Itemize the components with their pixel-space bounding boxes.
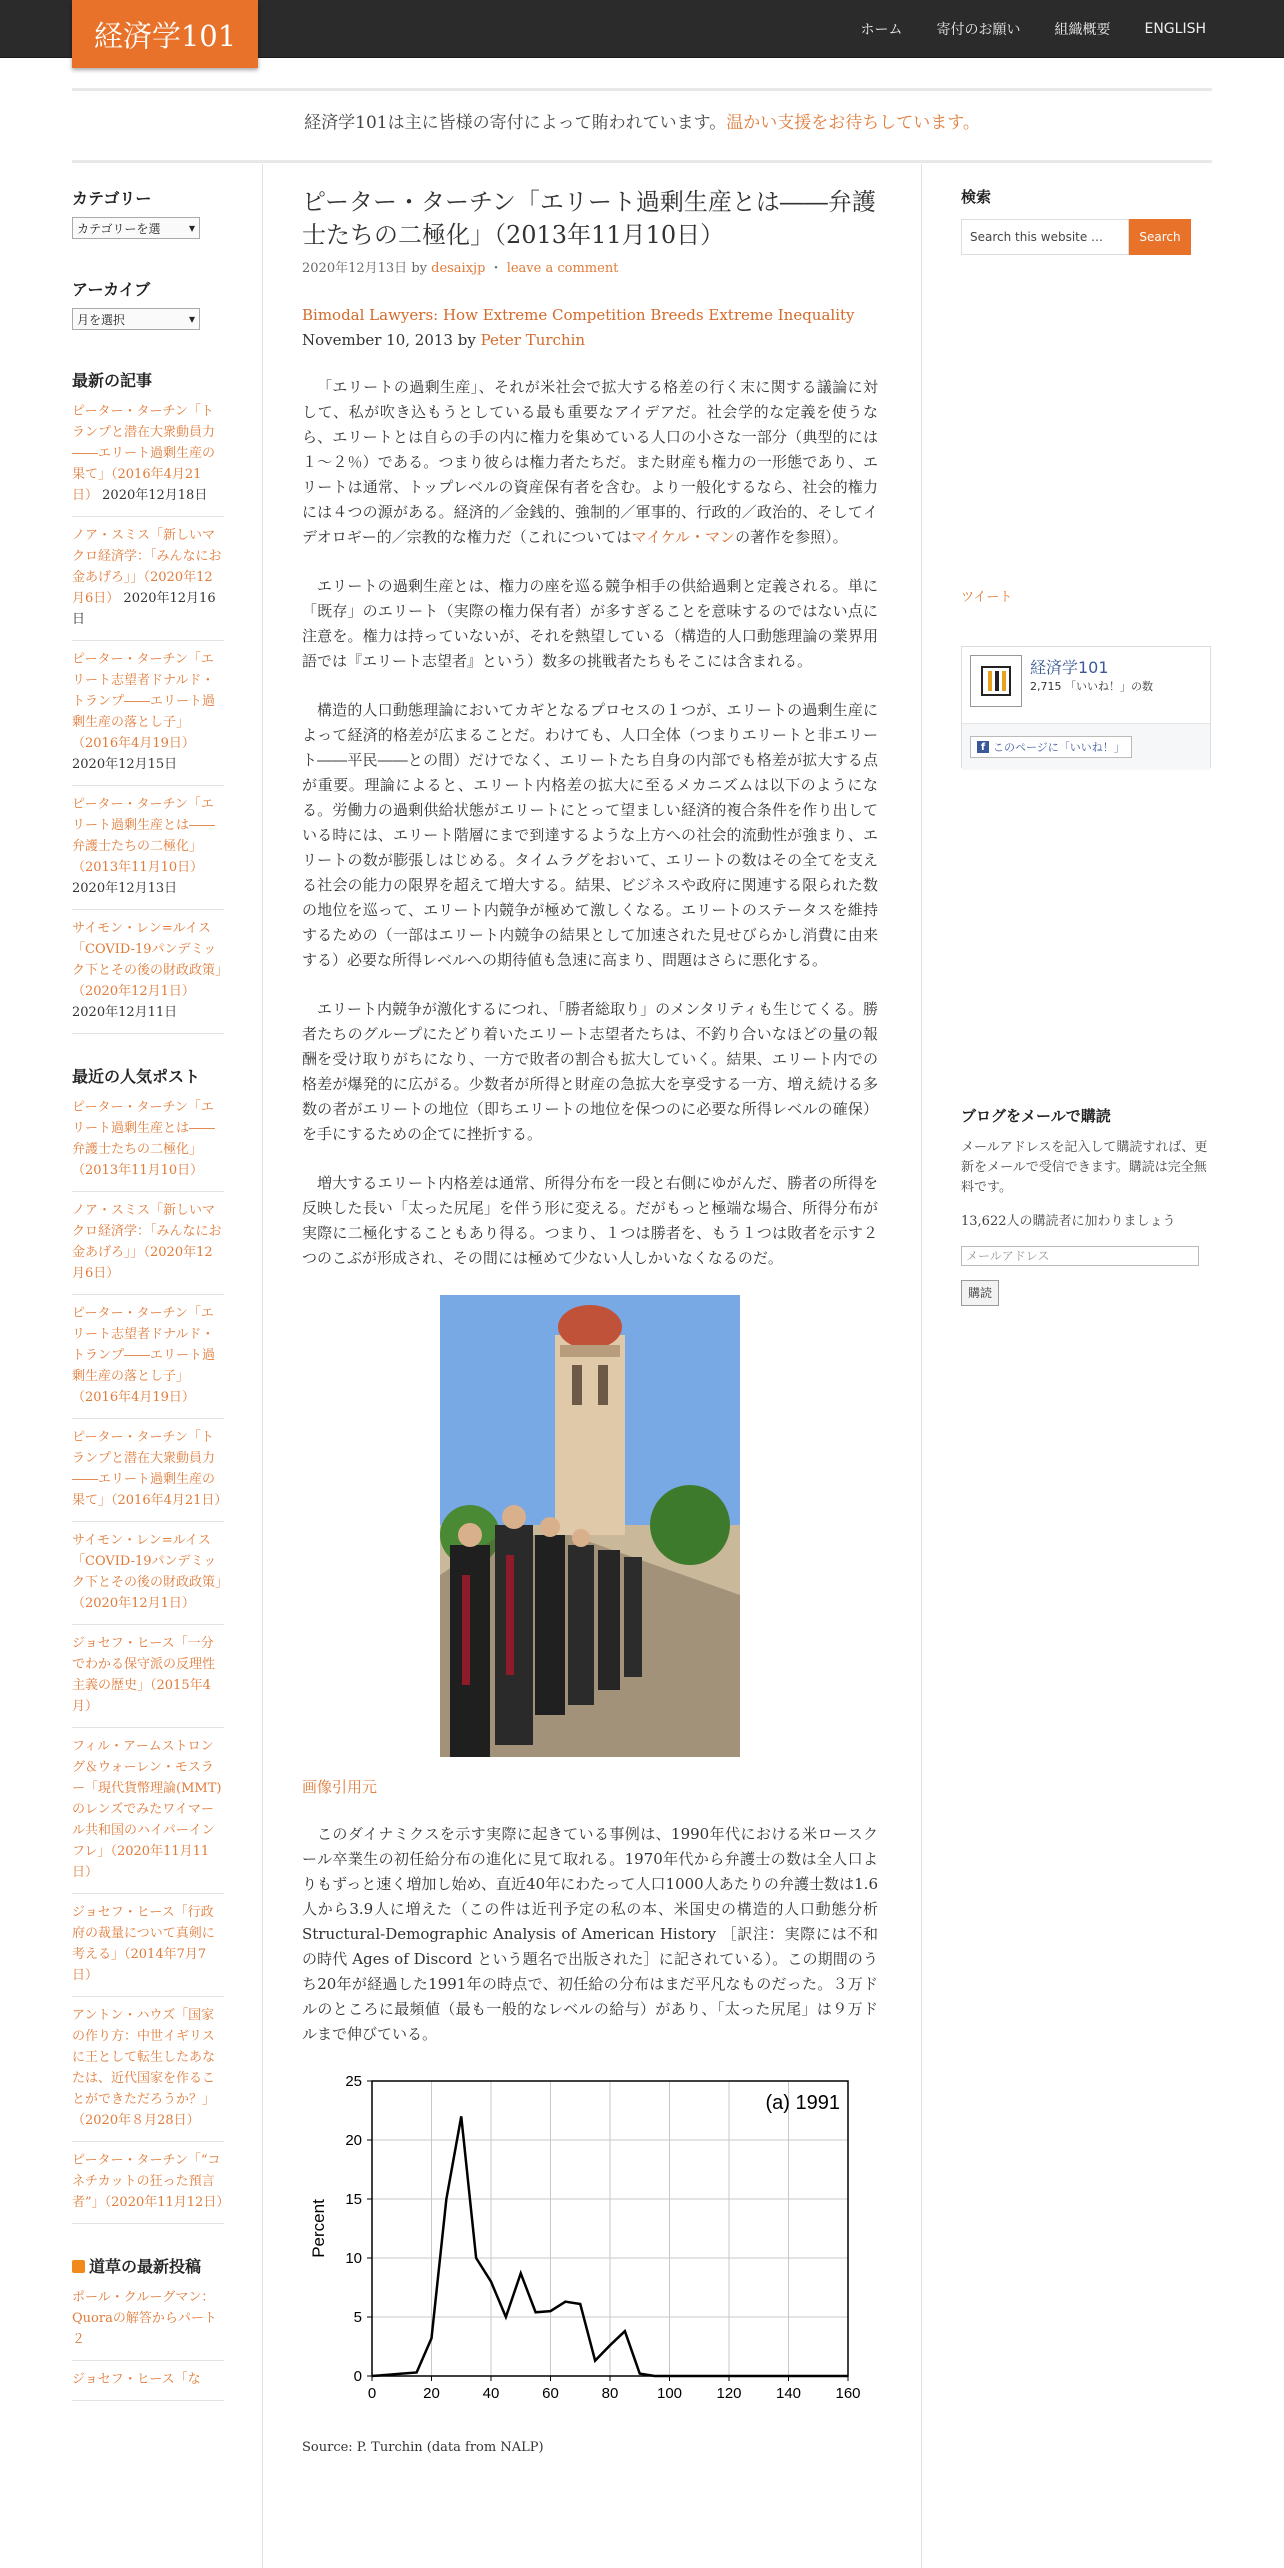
x-tick-label: 140 — [775, 2385, 802, 2402]
list-item — [72, 1419, 228, 1522]
nav-home[interactable]: ホーム — [860, 21, 903, 38]
subscriber-count: 13,622人の購読者に加わりましょう — [961, 1214, 1176, 1229]
list-item — [72, 1522, 224, 1625]
post-meta — [302, 256, 878, 281]
list-item — [72, 786, 224, 910]
salary-chart — [302, 2071, 878, 2431]
fb-info — [1030, 655, 1153, 707]
category-select[interactable] — [72, 217, 200, 239]
tower-illustration — [440, 1295, 740, 1757]
recent-post-link[interactable]: サイモン・レン=ルイス「COVID-19パンデミック下とその後の財政政策」（2020年12月1日） — [72, 921, 222, 999]
list-item — [72, 1295, 224, 1419]
list-item — [72, 517, 224, 641]
x-tick-label: 60 — [542, 2385, 559, 2402]
x-tick-label: 160 — [835, 2385, 861, 2402]
feed-heading-text: 道草の最新投稿 — [89, 2257, 202, 2276]
archive-select-value: 月を選択 — [77, 312, 126, 327]
popular-post-link[interactable]: ピーター・ターチン「“コネチカットの狂った預言者”」（2020年11月12日） — [72, 2153, 230, 2210]
email-input[interactable]: メールアドレス — [961, 1246, 1199, 1266]
y-tick-label: 20 — [345, 2132, 362, 2149]
y-axis-label: Percent — [309, 2199, 328, 2258]
category-heading: カテゴリー — [72, 189, 152, 208]
post-date: 2020年12月11日 — [72, 1005, 178, 1020]
rss-icon[interactable] — [72, 2260, 85, 2273]
post-date: 2020年12月15日 — [72, 757, 178, 772]
post-title: ピーター・ターチン「エリート過剰生産とは――弁護士たちの二極化」（2013年11月10日） — [302, 188, 876, 249]
author-link[interactable]: desaixjp — [431, 261, 486, 276]
chevron-down-icon: ▾ — [188, 221, 195, 235]
x-tick-label: 0 — [367, 2385, 377, 2402]
recent-heading: 最新の記事 — [72, 371, 153, 390]
popular-post-link[interactable]: アントン・ハウズ「国家の作り方：中世イギリスに王として転生したあなたは、近代国家を作ることができただろうか？」（2020年８月28日） — [72, 2008, 216, 2128]
y-tick-label: 0 — [353, 2368, 362, 2385]
list-item — [72, 2142, 230, 2224]
facebook-icon: f — [977, 741, 989, 753]
y-tick-label: 5 — [353, 2309, 362, 2326]
popular-post-link[interactable]: ピーター・ターチン「エリート過剰生産とは――弁護士たちの二極化」（2013年11月10日） — [72, 1100, 216, 1178]
x-tick-label: 100 — [656, 2385, 683, 2402]
search-heading: 検索 — [961, 188, 992, 206]
y-tick-label: 10 — [345, 2250, 362, 2267]
divider — [72, 160, 1212, 163]
list-item — [72, 1728, 224, 1894]
image-caption-link[interactable]: 画像引用元 — [302, 1778, 378, 1796]
subscribe-button[interactable]: 購読 — [961, 1280, 999, 1306]
source-title-link[interactable] — [302, 303, 878, 328]
list-item — [72, 1997, 224, 2142]
list-item — [72, 910, 224, 1034]
recent-post-link[interactable]: ピーター・ターチン「エリート志望者ドナルド・トランプ――エリート過剰生産の落とし子」（2016年4月19日） — [72, 652, 216, 751]
source-meta — [302, 328, 878, 353]
feed-posts — [72, 2285, 224, 2401]
list-item — [72, 2285, 224, 2361]
popular-post-link[interactable]: ノア・スミス「新しいマクロ経済学：「みんなにお金あげろ」」（2020年12月6日） — [72, 1203, 222, 1281]
nav-donate[interactable]: 寄付のお願い — [936, 21, 1021, 38]
x-tick-label: 40 — [482, 2385, 500, 2402]
fb-like-count: 2,715 「いいね！」の数 — [1030, 680, 1153, 693]
feed-post-link[interactable]: ポール・クルーグマン：Quoraの解答からパート２ — [72, 2290, 217, 2347]
email-description: メールアドレスを記入して購読すれば、更新をメールで受信できます。購読は完全無料です。 — [961, 1140, 1208, 1195]
column-divider — [921, 164, 922, 2568]
michael-mann-link[interactable]: マイケル・マン — [631, 528, 736, 546]
popular-post-link[interactable]: ピーター・ターチン「エリート志望者ドナルド・トランプ――エリート過剰生産の落とし子」（2016年4月19日） — [72, 1306, 216, 1405]
by-label: by — [411, 261, 427, 276]
site-logo[interactable]: 経済学101 — [72, 0, 258, 68]
list-item — [72, 641, 224, 786]
column-divider — [262, 164, 263, 2568]
post-date: 2020年12月18日 — [102, 488, 208, 503]
popular-post-link[interactable]: ジョセフ・ヒース「一分でわかる保守派の反理性主義の歴史」（2015年4月） — [72, 1636, 216, 1714]
popular-posts — [72, 1095, 230, 2224]
donation-link[interactable]: 温かい支援をお待ちしています。 — [726, 113, 980, 133]
paragraph — [302, 375, 878, 550]
list-item — [72, 1192, 224, 1295]
x-tick-label: 20 — [423, 2385, 440, 2402]
meta-separator: ・ — [489, 261, 503, 276]
category-select-value: カテゴリーを選 — [77, 221, 161, 236]
post-date: 2020年12月13日 — [302, 261, 408, 276]
graduation-photo — [440, 1295, 740, 1757]
recent-posts — [72, 399, 224, 1034]
nav-about[interactable]: 組織概要 — [1054, 21, 1111, 38]
donation-banner — [72, 108, 1212, 133]
list-item — [72, 1095, 224, 1192]
paragraph: 構造的人口動態理論においてカギとなるプロセスの１つが、エリートの過剰生産によって経済的格差が広まることだ。わけても、人口全体（つまりエリートと非エリート――平民――との間）だけでなく、エリートたち自身の内部でも格差が拡大する点が重要。理論によると、エリート内格差の拡大に至るメカニズムは以下のようになる。労働力の過剰供給状態がエリートにとって望ましい経済的複合条件を作り出している時には、エリート階層にまで到達するような上方への社会的流動性が強まり、エリートの数が膨張しはじめる。タイムラグをおいて、エリートの数はその全てを支える社会の能力の限界を超えて増大する。結果、ビジネスや政府に関連する限られた数の地位を巡って、エリート内競争が極めて激しくなる。エリートのステータスを維持するための（一部はエリート内競争の結果として加速された見せびらかし消費に由来する）必要な所得レベルへの期待値も急速に高まり、問題はさらに悪化する。 — [302, 701, 878, 969]
article — [302, 186, 878, 2460]
fb-header — [962, 647, 1210, 715]
email-subscribe-widget — [961, 1106, 1212, 1306]
popular-post-link[interactable]: フィル・アームストロング＆ウォーレン・モスラー「現代貨幣理論(MMT)のレンズでみたワイマール共和国のハイパーインフレ」（2020年11月11日） — [72, 1739, 222, 1880]
post-date: 2020年12月16日 — [72, 591, 216, 627]
archive-heading: アーカイブ — [72, 280, 151, 299]
fb-like-bar — [962, 723, 1210, 770]
source-title[interactable]: Bimodal Lawyers: How Extreme Competition Breeds Extreme Inequality — [302, 306, 855, 324]
recent-post-link[interactable]: ピーター・ターチン「エリート過剰生産とは――弁護士たちの二極化」（2013年11月10日） — [72, 797, 216, 875]
feed-post-link[interactable]: ジョセフ・ヒース「な — [72, 2372, 201, 2387]
left-sidebar — [72, 186, 230, 2401]
top-nav — [860, 0, 1206, 57]
search-input[interactable]: Search this website … — [961, 219, 1129, 255]
feed-heading — [72, 2254, 224, 2277]
source-author-link[interactable]: Peter Turchin — [480, 331, 586, 349]
chart-source: Source: P. Turchin (data from NALP) — [302, 2440, 544, 2455]
donation-text: 経済学101は主に皆様の寄付によって賄われています。 — [304, 113, 727, 133]
paragraph: このダイナミクスを示す実際に起きている事例は、1990年代における米ロースクール卒業生の初任給分布の進化に見て取れる。1970年代から弁護士の数は全人口よりもずっと速く増加し始め、直近40年にわたって人口1000人あたりの弁護士数は1.6人から3.9人に増えた（この件は近刊予定の私の本、米国史の構造的人口動態分析 Structural-Demographic Analysis of American History ［訳注：実際には不和の時代 Ages of Discord という題名で出版された］に記されている）。この期間のうち20年が経過した1991年の時点で、初任給の分布はまだ平凡なものだった。３万ドルのところに最頻値（最も一般的なレベルの給与）があり、「太った尻尾」は９万ドルまで伸びている。 — [302, 1825, 878, 2043]
post-date: 2020年12月13日 — [72, 881, 178, 896]
list-item — [72, 399, 224, 517]
comment-link[interactable]: leave a comment — [506, 261, 619, 276]
chevron-down-icon: ▾ — [188, 312, 195, 326]
x-tick-label: 120 — [716, 2385, 742, 2402]
popular-post-link[interactable]: ピーター・ターチン「トランプと潜在大衆動員力――エリート過剰生産の果て」（2016年4月21日） — [72, 1430, 228, 1508]
y-tick-label: 15 — [345, 2191, 362, 2208]
divider — [72, 88, 1212, 91]
popular-post-link[interactable]: サイモン・レン=ルイス「COVID-19パンデミック下とその後の財政政策」（2020年12月1日） — [72, 1533, 222, 1611]
popular-post-link[interactable]: ジョセフ・ヒース「行政府の裁量について真剣に考える」（2014年7月7日） — [72, 1905, 215, 1983]
chart-svg — [302, 2071, 878, 2431]
search-form — [961, 219, 1212, 255]
paragraph: エリートの過剰生産とは、権力の座を巡る競争相手の供給過剰と定義される。単に「既存」のエリート（実際の権力保有者）が多すぎることを意味するのではない点に注意を。権力は持っていないが、それを熱望している（構造的人口動態理論の業界用語では『エリート志望者』という）数多の挑戦者たちもそこには含まれる。 — [302, 577, 878, 670]
logo-mark-icon — [978, 663, 1014, 699]
paragraph-text: 「エリートの過剰生産」、それが米社会で拡大する格差の行く末に関する議論に対して、私が吹き込もうとしている最も重要なアイデアだ。社会学的な定義を使うなら、エリートとは自らの手の内に権力を集めている人口の小さな一部分（典型的には１～２％）である。つまり彼らは権力者たちだ。また財産も権力の一形態であり、エリートは通常、トップレベルの資産保有者を含む。より一般化するなら、社会的権力には４つの源がある。経済的／金銭的、強制的／軍事的、行政的／政治的、そしてイデオロギー的／宗教的な権力だ（これについては — [302, 378, 878, 546]
x-tick-label: 80 — [601, 2385, 619, 2402]
y-tick-label: 25 — [345, 2073, 362, 2090]
source-date: November 10, 2013 by — [302, 331, 476, 349]
paragraph-text: の著作を参照）。 — [735, 528, 848, 546]
facebook-widget — [961, 646, 1211, 768]
archive-select[interactable] — [72, 308, 200, 330]
fb-like-button[interactable] — [970, 736, 1132, 758]
list-item — [72, 1625, 224, 1728]
recent-post-link[interactable]: ノア・スミス「新しいマクロ経済学：「みんなにお金あげろ」」（2020年12月6日） — [72, 528, 222, 606]
popular-heading: 最近の人気ポスト — [72, 1067, 201, 1086]
email-heading: ブログをメールで購読 — [961, 1107, 1111, 1125]
paragraph: 増大するエリート内格差は通常、所得分布を一段と右側にゆがんだ、勝者の所得を反映した長い「太った尻尾」を伴う形に変える。だがもっと極端な場合、所得分布が実際に二極化することもあり得る。つまり、１つは勝者を、もう１つは敗者を示す２つのこぶが形成され、その間には極めて少ない人しかいなくなるのだ。 — [302, 1174, 878, 1267]
recent-post-link[interactable]: ピーター・ターチン「トランプと潜在大衆動員力――エリート過剰生産の果て」（2016年4月21日） — [72, 404, 216, 503]
paragraph: エリート内競争が激化するにつれ、「勝者総取り」のメンタリティも生じてくる。勝者たちのグループにたどり着いたエリート志望者たちは、不釣り合いなほどの量の報酬を受け取りがちになり、一方で敗者の割合も拡大していく。結果、エリート内での格差が爆発的に広がる。少数者が所得と財産の急拡大を享受する一方、増え続ける多数の者がエリートの地位（即ちエリートの地位を保つのに必要な所得レベルの確保）を手にするための企てに挫折する。 — [302, 1000, 879, 1143]
nav-english[interactable]: ENGLISH — [1144, 20, 1206, 37]
list-item — [72, 2361, 224, 2401]
right-sidebar — [961, 186, 1212, 1300]
search-button[interactable]: Search — [1129, 219, 1191, 255]
tweet-link[interactable]: ツイート — [961, 590, 1013, 605]
site-logo-icon[interactable] — [970, 655, 1022, 707]
fb-page-name[interactable]: 経済学101 — [1030, 658, 1109, 677]
chart-title: (a) 1991 — [765, 2092, 840, 2114]
list-item — [72, 1894, 224, 1997]
fb-like-label: このページに「いいね！」 — [993, 741, 1125, 754]
